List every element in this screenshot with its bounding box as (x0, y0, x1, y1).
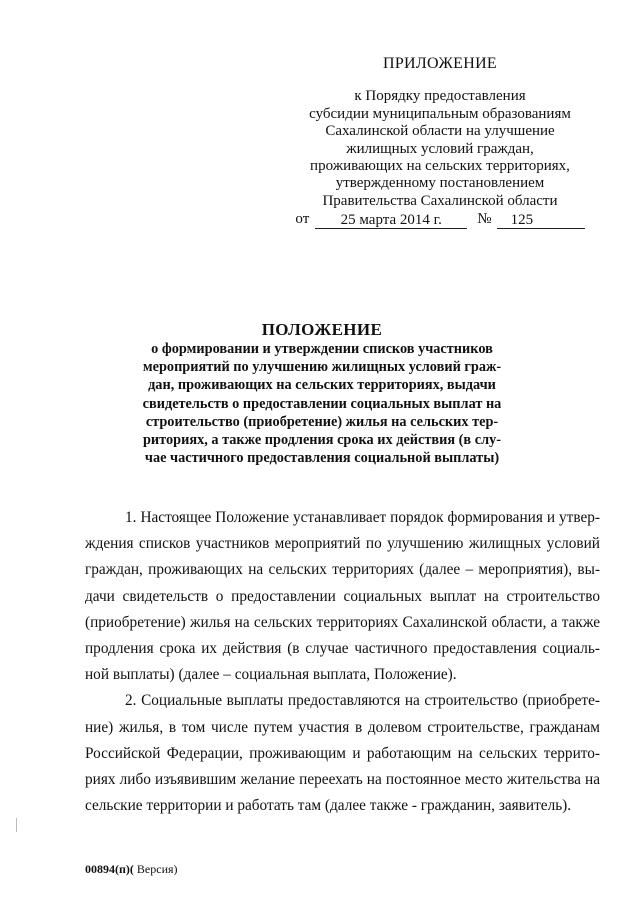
text-line: Российской Федерации, проживающим и работающим на сельских террито- (85, 744, 600, 762)
heading-line: мероприятий по улучшению жилищных условий граж- (142, 359, 502, 376)
paragraph-1 (85, 505, 600, 688)
text-line: ной выплаты) (далее – социальная выплата, Положение). (85, 666, 457, 684)
text-line: (приобретение) жилья на сельских территориях Сахалинской области, а также (85, 613, 600, 631)
number-label: № (477, 211, 492, 228)
appendix-title: ПРИЛОЖЕНИЕ (382, 55, 497, 72)
document-code: 00894(п)( (85, 862, 134, 876)
heading-line: свидетельств о предоставлении социальных выплат на (142, 395, 502, 412)
text-line: ждения списков участников мероприятий по улучшению жилищных условий (85, 535, 600, 553)
heading-line: дан, проживающих на сельских территориях, выдачи (148, 377, 496, 394)
decree-date: 25 марта 2014 г. (315, 212, 467, 229)
text-line: ние) жилья, в том числе путем участия в долевом строительстве, гражданам (85, 718, 600, 736)
version-label: Версия) (133, 862, 178, 876)
document-title: ПОЛОЖЕНИЕ (261, 320, 383, 339)
text-line: 2. Социальные выплаты предоставляются на строительство (приобрете- (125, 692, 600, 710)
decree-reference (280, 211, 600, 228)
text-line: продления срока их действия (в случае частичного предоставления социаль- (85, 639, 600, 657)
text-line: дачи свидетельств о предоставлении социальных выплат на строительство (85, 587, 600, 605)
appendix-line: субсидии муниципальным образованиям (309, 105, 571, 122)
document-footer (85, 862, 178, 877)
heading-line: о формировании и утверждении списков участников (151, 341, 493, 357)
document-heading (130, 320, 514, 467)
heading-line: чае частичного предоставления социальной выплаты) (144, 450, 500, 467)
scan-mark (16, 818, 17, 832)
text-line: 1. Настоящее Положение устанавливает порядок формирования и утвер- (125, 509, 600, 526)
text-line: риях либо изъявившим желание переехать на постоянное место жительства на (85, 770, 600, 788)
appendix-line: жилищных условий граждан, (346, 140, 534, 157)
text-line: сельские территории и работать там (далее также - гражданин, заявитель). (85, 797, 572, 815)
paragraph-2 (85, 688, 600, 819)
heading-line: риториях, а также продления срока их действия (в слу- (142, 432, 502, 449)
appendix-line: Сахалинской области на улучшение (325, 123, 555, 140)
appendix-line: проживающих на сельских территориях, (310, 158, 570, 175)
appendix-line: к Порядку предоставления (354, 88, 526, 105)
appendix-line: утвержденному постановлением (335, 175, 545, 192)
heading-line: строительство (приобретение) жилья на сельских тер- (145, 413, 499, 430)
decree-number: 125 (497, 212, 585, 229)
from-label: от (295, 211, 310, 228)
appendix-line: Правительства Сахалинской области (322, 192, 558, 209)
text-line: граждан, проживающих на сельских территориях (далее – мероприятия), вы- (85, 561, 600, 579)
appendix-header (280, 55, 600, 229)
body-text (85, 505, 600, 819)
